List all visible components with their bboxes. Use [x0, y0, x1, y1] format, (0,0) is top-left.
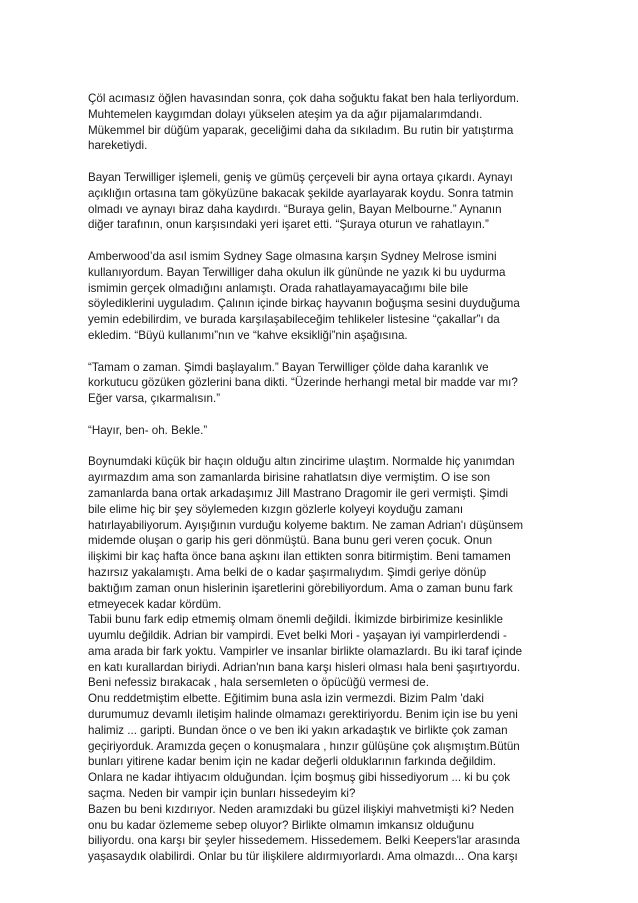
paragraph: [88, 249, 566, 344]
text-line: Çöl acımasız öğlen havasından sonra, çok daha soğuktu fakat ben hala terliyordum.: [88, 92, 520, 105]
text-line: onu bu kadar özlememe sebep oluyor? Birlikte olmamın imkansız olduğunu: [88, 818, 475, 832]
document-page: [88, 91, 566, 865]
text-line: bile elime hiç bir şey söylemeden kızgın gözlerle kolyeyi koyduğu zamanı: [88, 502, 464, 516]
text-line: geçiriyorduk. Aramızda geçen o konuşmalara , hınzır gülüşüne çok alışmıştım.Bütün: [88, 739, 520, 753]
text-line: diğer tarafının, onun karşısındaki yeri işaret etti. “Şuraya oturun ve rahatlayın.”: [88, 218, 489, 232]
text-line: korkutucu gözüken gözlerini bana dikti. “Üzerinde herhangi metal bir madde var mı?: [88, 376, 518, 390]
text-line: “Tamam o zaman. Şimdi başlayalım.” Bayan Terwilliger çölde daha karanlık ve: [88, 360, 489, 374]
text-line: Onlara ne kadar ihtiyacım olduğundan. İçim boşmuş gibi hissediyorum ... ki bu çok: [88, 771, 511, 785]
text-line: ekledim. “Büyü kullanımı”nın ve “kahve eksikliği”nin aşağısına.: [88, 328, 408, 342]
text-line: söylediklerini uyguladım. Çalının içinde birkaç hayvanın boğuşma sesini duyduğuma: [88, 297, 520, 311]
text-line: Amberwood’da asıl ismim Sydney Sage olmasına karşın Sydney Melrose ismini: [88, 249, 497, 263]
text-line: saçma. Neden bir vampir için bunları hissedeyim ki?: [88, 787, 356, 801]
text-line: halimiz ... garipti. Bundan önce o ve ben iki yakın arkadaştık ve birlikte çok zaman: [88, 723, 508, 737]
text-line: durumumuz devamlı iletişim halinde olmamazı gerektiriyordu. Benim için ise bu yeni: [88, 708, 518, 722]
text-line: uyumlu değildik. Adrian bir vampirdi. Evet belki Mori - yaşayan iyi vampirlerdendi -: [88, 629, 507, 643]
text-line: Bazen bu beni kızdırıyor. Neden aramızdaki bu güzel ilişkiyi mahvetmişti ki? Neden: [88, 802, 514, 816]
text-line: etmeyecek kadar kördüm.: [88, 597, 222, 611]
text-line: Bayan Terwilliger işlemeli, geniş ve gümüş çerçeveli bir ayna ortaya çıkardı. Aynayı: [88, 170, 513, 184]
text-line: Beni nefessiz bırakacak , hala sersemleten o öpücüğü vermesi de.: [88, 676, 429, 690]
text-line: yemin edebilirdim, ve burada karşılaşabileceğim tehlikeler listesine “çakallar”ı da: [88, 313, 500, 327]
text-line: biliyordu. ona karşı bir şeyler hissedemem. Hissedemem. Belki Keepers'lar arasında: [88, 834, 521, 848]
text-line: hazırsız yakalamıştı. Ama belki de o kadar şaşırmalıydım. Şimdi geriye dönüp: [88, 565, 487, 579]
paragraph: [88, 360, 566, 407]
text-line: Boynumdaki küçük bir haçın olduğu altın zincirime ulaştım. Normalde hiç yanımdan: [88, 455, 515, 469]
text-line: ayırmazdım ama son zamanlarda birisine rahatlatsın diye vermiştim. O ise son: [88, 471, 491, 485]
text-line: ama arada bir fark yoktu. Vampirler ve insanlar birlikte olamazlardı. Bu iki taraf içinde: [88, 644, 523, 658]
paragraph: [88, 423, 566, 439]
text-line: en katı kurallardan biriydi. Adrian'nın bana karşı hisleri olması hala beni şaşırtıyordu.: [88, 660, 521, 674]
text-line: hatırlayabiliyorum. Ayışığının vurduğu kolyeme baktım. Ne zaman Adrian'ı düşünsem: [88, 518, 524, 532]
paragraph: [88, 454, 566, 865]
text-line: zamanlarda bana ortak arkadaşımız Jill Mastrano Dragomir ile geri vermişti. Şimdi: [88, 486, 509, 500]
text-line: midemde oluşan o garip his geri dönmüştü. Bana bunu geri veren çocuk. Onun: [88, 534, 493, 548]
text-line: baktığım zaman onun hislerinin işaretlerini görebiliyordum. Ama o zaman bunu fark: [88, 581, 513, 595]
paragraph: [88, 91, 566, 154]
text-line: olmadı ve aynayı biraz daha kaydırdı. “Buraya gelin, Bayan Melbourne.” Aynanın: [88, 202, 502, 216]
text-line: Muhtemelen kaygımdan dolayı yükselen ateşim ya da ağır pijamalarımdandı.: [88, 107, 483, 121]
text-line: Mükemmel bir düğüm yaparak, geceliğimi daha da sıkıladım. Bu rutin bir yatıştırma: [88, 123, 514, 137]
text-line: hareketiydi.: [88, 139, 148, 153]
text-line: Eğer varsa, çıkarmalısın.”: [88, 392, 221, 406]
text-line: “Hayır, ben- oh. Bekle.”: [88, 423, 208, 437]
text-line: açıklığın ortasına tam gökyüzüne bakacak şekilde ayarlayarak koydu. Sonra tatmin: [88, 186, 514, 200]
text-line: Onu reddetmiştim elbette. Eğitimim buna asla izin vermezdi. Bizim Palm 'daki: [88, 692, 484, 706]
paragraph: [88, 170, 566, 233]
text-line: ismimin gerçek olmadığını anlamıştı. Orada rahatlayamayacağımı bile bile: [88, 281, 469, 295]
text-line: Tabii bunu fark edip etmemiş olmam önemli değildi. İkimizde birbirimize kesinlikle: [88, 613, 503, 627]
text-line: bunları yitirene kadar benim için ne kadar değerli olduklarının farkında değildim.: [88, 755, 496, 769]
text-line: kullanıyordum. Bayan Terwilliger daha okulun ilk gününde ne yazık ki bu uydurma: [88, 265, 506, 279]
text-line: yaşasaydık olabilirdi. Onlar bu tür ilişkilere aldırmıyorlardı. Ama olmazdı... Ona karşı: [88, 850, 518, 864]
text-line: ilişkimi bir kaç hafta önce bana aşkını ilan ettikten sonra bitirmiştim. Beni tamamen: [88, 550, 511, 564]
